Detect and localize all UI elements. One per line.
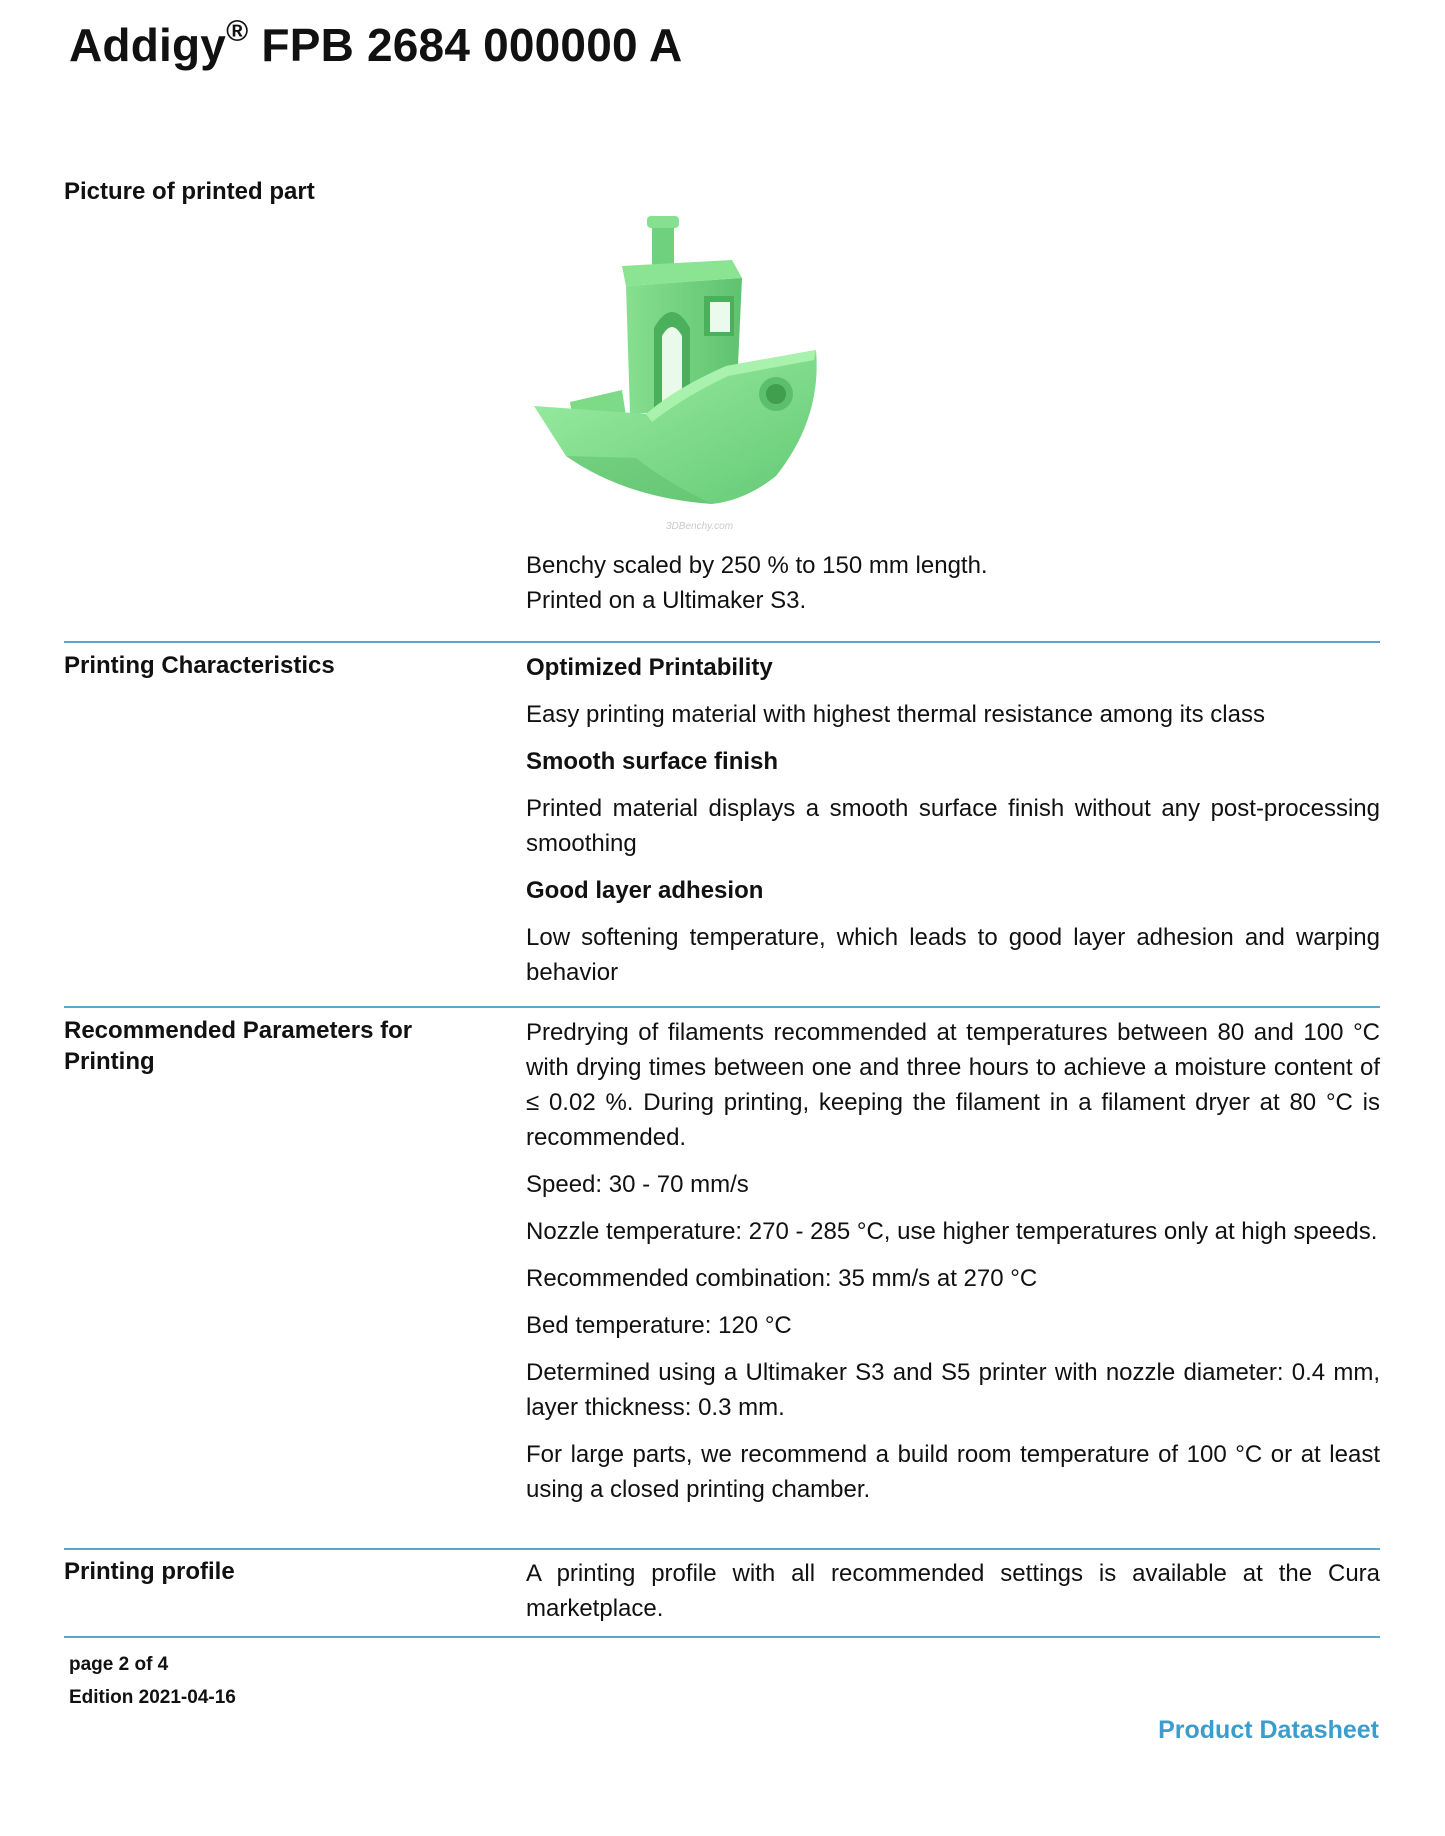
parameter-paragraph: Recommended combination: 35 mm/s at 270 °C bbox=[526, 1265, 1038, 1292]
benchy-image bbox=[526, 178, 886, 538]
section-divider bbox=[64, 641, 1380, 643]
edition-date: Edition 2021-04-16 bbox=[69, 1687, 236, 1708]
recommended-parameters-content bbox=[526, 1015, 1380, 1519]
parameter-paragraph: Predrying of filaments recommended at temperatures between 80 and 100 °C with drying times between one and three hours to achieve a moisture content of ≤ 0.02 %. During printing, keeping the filament in a filament dryer at 80 °C is recommended. bbox=[526, 1019, 1380, 1151]
image-watermark: 3DBenchy.com bbox=[666, 521, 734, 532]
page-title bbox=[69, 14, 683, 72]
registered-mark: ® bbox=[226, 14, 249, 48]
characteristic-text: Low softening temperature, which leads to good layer adhesion and warping behavior bbox=[526, 924, 1380, 986]
page-number: page 2 of 4 bbox=[69, 1654, 169, 1675]
printing-profile-text: A printing profile with all recommended settings is available at the Cura marketplace. bbox=[526, 1560, 1380, 1622]
benchy-boat-illustration bbox=[526, 178, 886, 538]
section-divider bbox=[64, 1548, 1380, 1550]
characteristic-heading: Good layer adhesion bbox=[526, 877, 764, 904]
parameter-paragraph: Nozzle temperature: 270 - 285 °C, use higher temperatures only at high speeds. bbox=[526, 1218, 1378, 1245]
parameter-paragraph: Speed: 30 - 70 mm/s bbox=[526, 1171, 749, 1198]
characteristic-text: Easy printing material with highest thermal resistance among its class bbox=[526, 701, 1265, 728]
doc-type-label: Product Datasheet bbox=[1158, 1716, 1379, 1744]
caption-line: Benchy scaled by 250 % to 150 mm length. bbox=[526, 552, 988, 579]
section-divider bbox=[64, 1636, 1380, 1638]
page-footer bbox=[69, 1648, 236, 1714]
printing-profile-label: Printing profile bbox=[64, 1558, 235, 1585]
printing-profile-content bbox=[526, 1556, 1380, 1638]
printing-characteristics-content bbox=[526, 650, 1380, 1002]
characteristic-text: Printed material displays a smooth surface finish without any post-processing smoothing bbox=[526, 795, 1380, 857]
characteristic-heading: Optimized Printability bbox=[526, 654, 773, 681]
product-code: FPB 2684 000000 A bbox=[261, 19, 683, 71]
brand-name: Addigy bbox=[69, 19, 227, 71]
printing-characteristics-label: Printing Characteristics bbox=[64, 652, 335, 679]
picture-caption bbox=[526, 548, 988, 618]
section-divider bbox=[64, 1006, 1380, 1008]
recommended-parameters-label: Recommended Parameters for Printing bbox=[64, 1017, 413, 1075]
picture-label: Picture of printed part bbox=[64, 178, 315, 205]
parameter-paragraph: Determined using a Ultimaker S3 and S5 printer with nozzle diameter: 0.4 mm, layer thickness: 0.3 mm. bbox=[526, 1359, 1380, 1421]
caption-line: Printed on a Ultimaker S3. bbox=[526, 587, 807, 614]
parameter-paragraph: Bed temperature: 120 °C bbox=[526, 1312, 792, 1339]
characteristic-heading: Smooth surface finish bbox=[526, 748, 779, 775]
parameter-paragraph: For large parts, we recommend a build room temperature of 100 °C or at least using a closed printing chamber. bbox=[526, 1441, 1380, 1503]
